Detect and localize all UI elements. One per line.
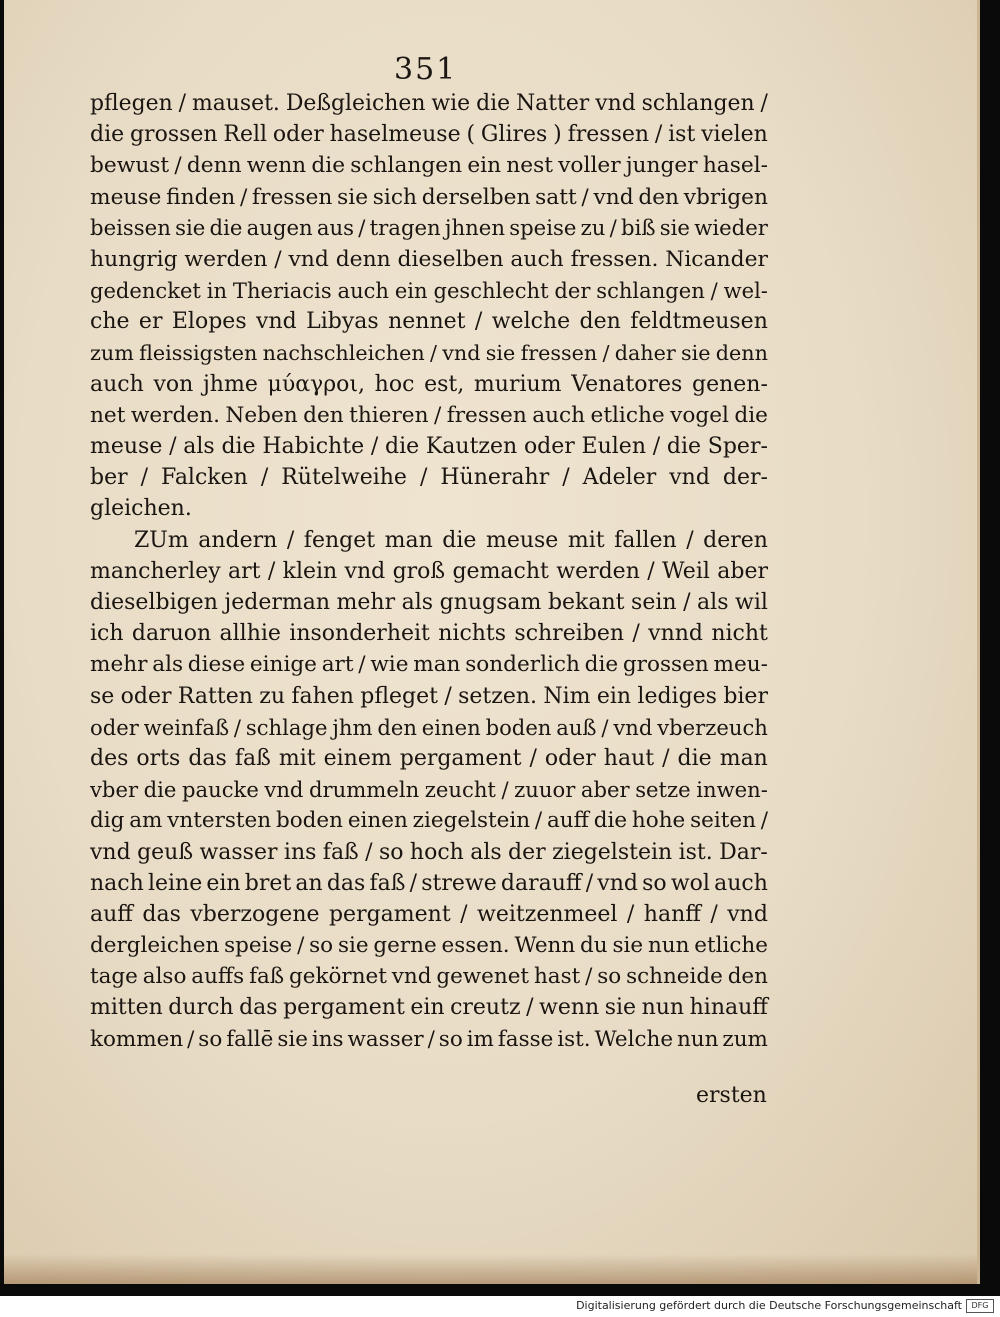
dfg-logo: DFG — [966, 1299, 994, 1313]
text-line: meuse finden / fressen sie sich derselben satt / vnd den vbrigen — [90, 184, 768, 210]
page-number: 351 — [394, 52, 458, 87]
text-line: mitten durch das pergament ein creutz / wenn sie nun hinauff — [90, 995, 768, 1021]
text-line: oder weinfaß / schlage jhm den einen boden auß / vnd vberzeuch — [90, 714, 768, 740]
text-line: kommen / so fallē sie ins wasser / so im fasse ist. Welche nun zum — [90, 1026, 768, 1052]
text-line: vnd geuß wasser ins faß / so hoch als der ziegelstein ist. Dar- — [90, 839, 768, 865]
text-line: auch von jhme μύαγροι, hoc est, murium Venatores genen- — [90, 371, 768, 397]
text-line: ZUm andern / fenget man die meuse mit fallen / deren — [134, 527, 768, 553]
text-line: gedencket in Theriacis auch ein geschlecht der schlangen / wel- — [90, 278, 768, 304]
text-line: des orts das faß mit einem pergament / oder haut / die man — [90, 745, 768, 771]
book-page — [4, 0, 980, 1284]
funding-notice: Digitalisierung gefördert durch die Deutsche Forschungsgemeinschaft — [576, 1299, 962, 1312]
catchword: ersten — [696, 1083, 767, 1108]
text-line: tage also auffs faß gekörnet vnd gewenet hast / so schneide den — [90, 964, 768, 990]
footer-bar — [0, 1296, 1000, 1317]
text-line: gleichen. — [90, 496, 192, 522]
text-line: die grossen Rell oder haselmeuse ( Glires ) fressen / ist vielen — [90, 122, 768, 148]
text-line: che er Elopes vnd Libyas nennet / welche den feldtmeusen — [90, 309, 768, 335]
text-line: dergleichen speise / so sie gerne essen. Wenn du sie nun etliche — [90, 933, 768, 959]
text-line: vber die paucke vnd drummeln zeucht / zuuor aber setze inwen- — [90, 777, 768, 803]
text-line: meuse / als die Habichte / die Kautzen oder Eulen / die Sper- — [90, 434, 768, 460]
text-line: dieselbigen jederman mehr als gnugsam bekant sein / als wil — [90, 590, 768, 615]
text-line: beissen sie die augen aus / tragen jhnen speise zu / biß sie wieder — [90, 215, 768, 241]
text-line: nach leine ein bret an das faß / strewe darauff / vnd so wol auch — [90, 870, 768, 896]
text-line: ich daruon allhie insonderheit nichts schreiben / vnnd nicht — [90, 621, 768, 647]
text-line: mehr als diese einige art / wie man sonderlich die grossen meu- — [90, 652, 768, 678]
text-line: net werden. Neben den thieren / fressen auch etliche vogel die — [90, 402, 768, 428]
text-line: ber / Falcken / Rütelweihe / Hünerahr / Adeler vnd der- — [90, 465, 768, 491]
text-line: pflegen / mauset. Deßgleichen wie die Natter vnd schlangen / — [90, 91, 768, 116]
text-line: se oder Ratten zu fahen pfleget / setzen. Nim ein lediges bier — [90, 683, 768, 709]
text-line: dig am vntersten boden einen ziegelstein / auff die hohe seiten / — [90, 808, 768, 834]
body-text — [90, 88, 768, 1055]
text-line: zum fleissigsten nachschleichen / vnd sie fressen / daher sie denn — [90, 340, 768, 365]
text-line: hungrig werden / vnd denn dieselben auch fressen. Nicander — [90, 246, 768, 272]
text-line: bewust / denn wenn die schlangen ein nest voller junger hasel- — [90, 153, 768, 179]
page-edge-shadow — [4, 1254, 977, 1284]
text-line: mancherley art / klein vnd groß gemacht werden / Weil aber — [90, 558, 768, 584]
text-line: auff das vberzogene pergament / weitzenmeel / hanff / vnd — [90, 901, 768, 927]
